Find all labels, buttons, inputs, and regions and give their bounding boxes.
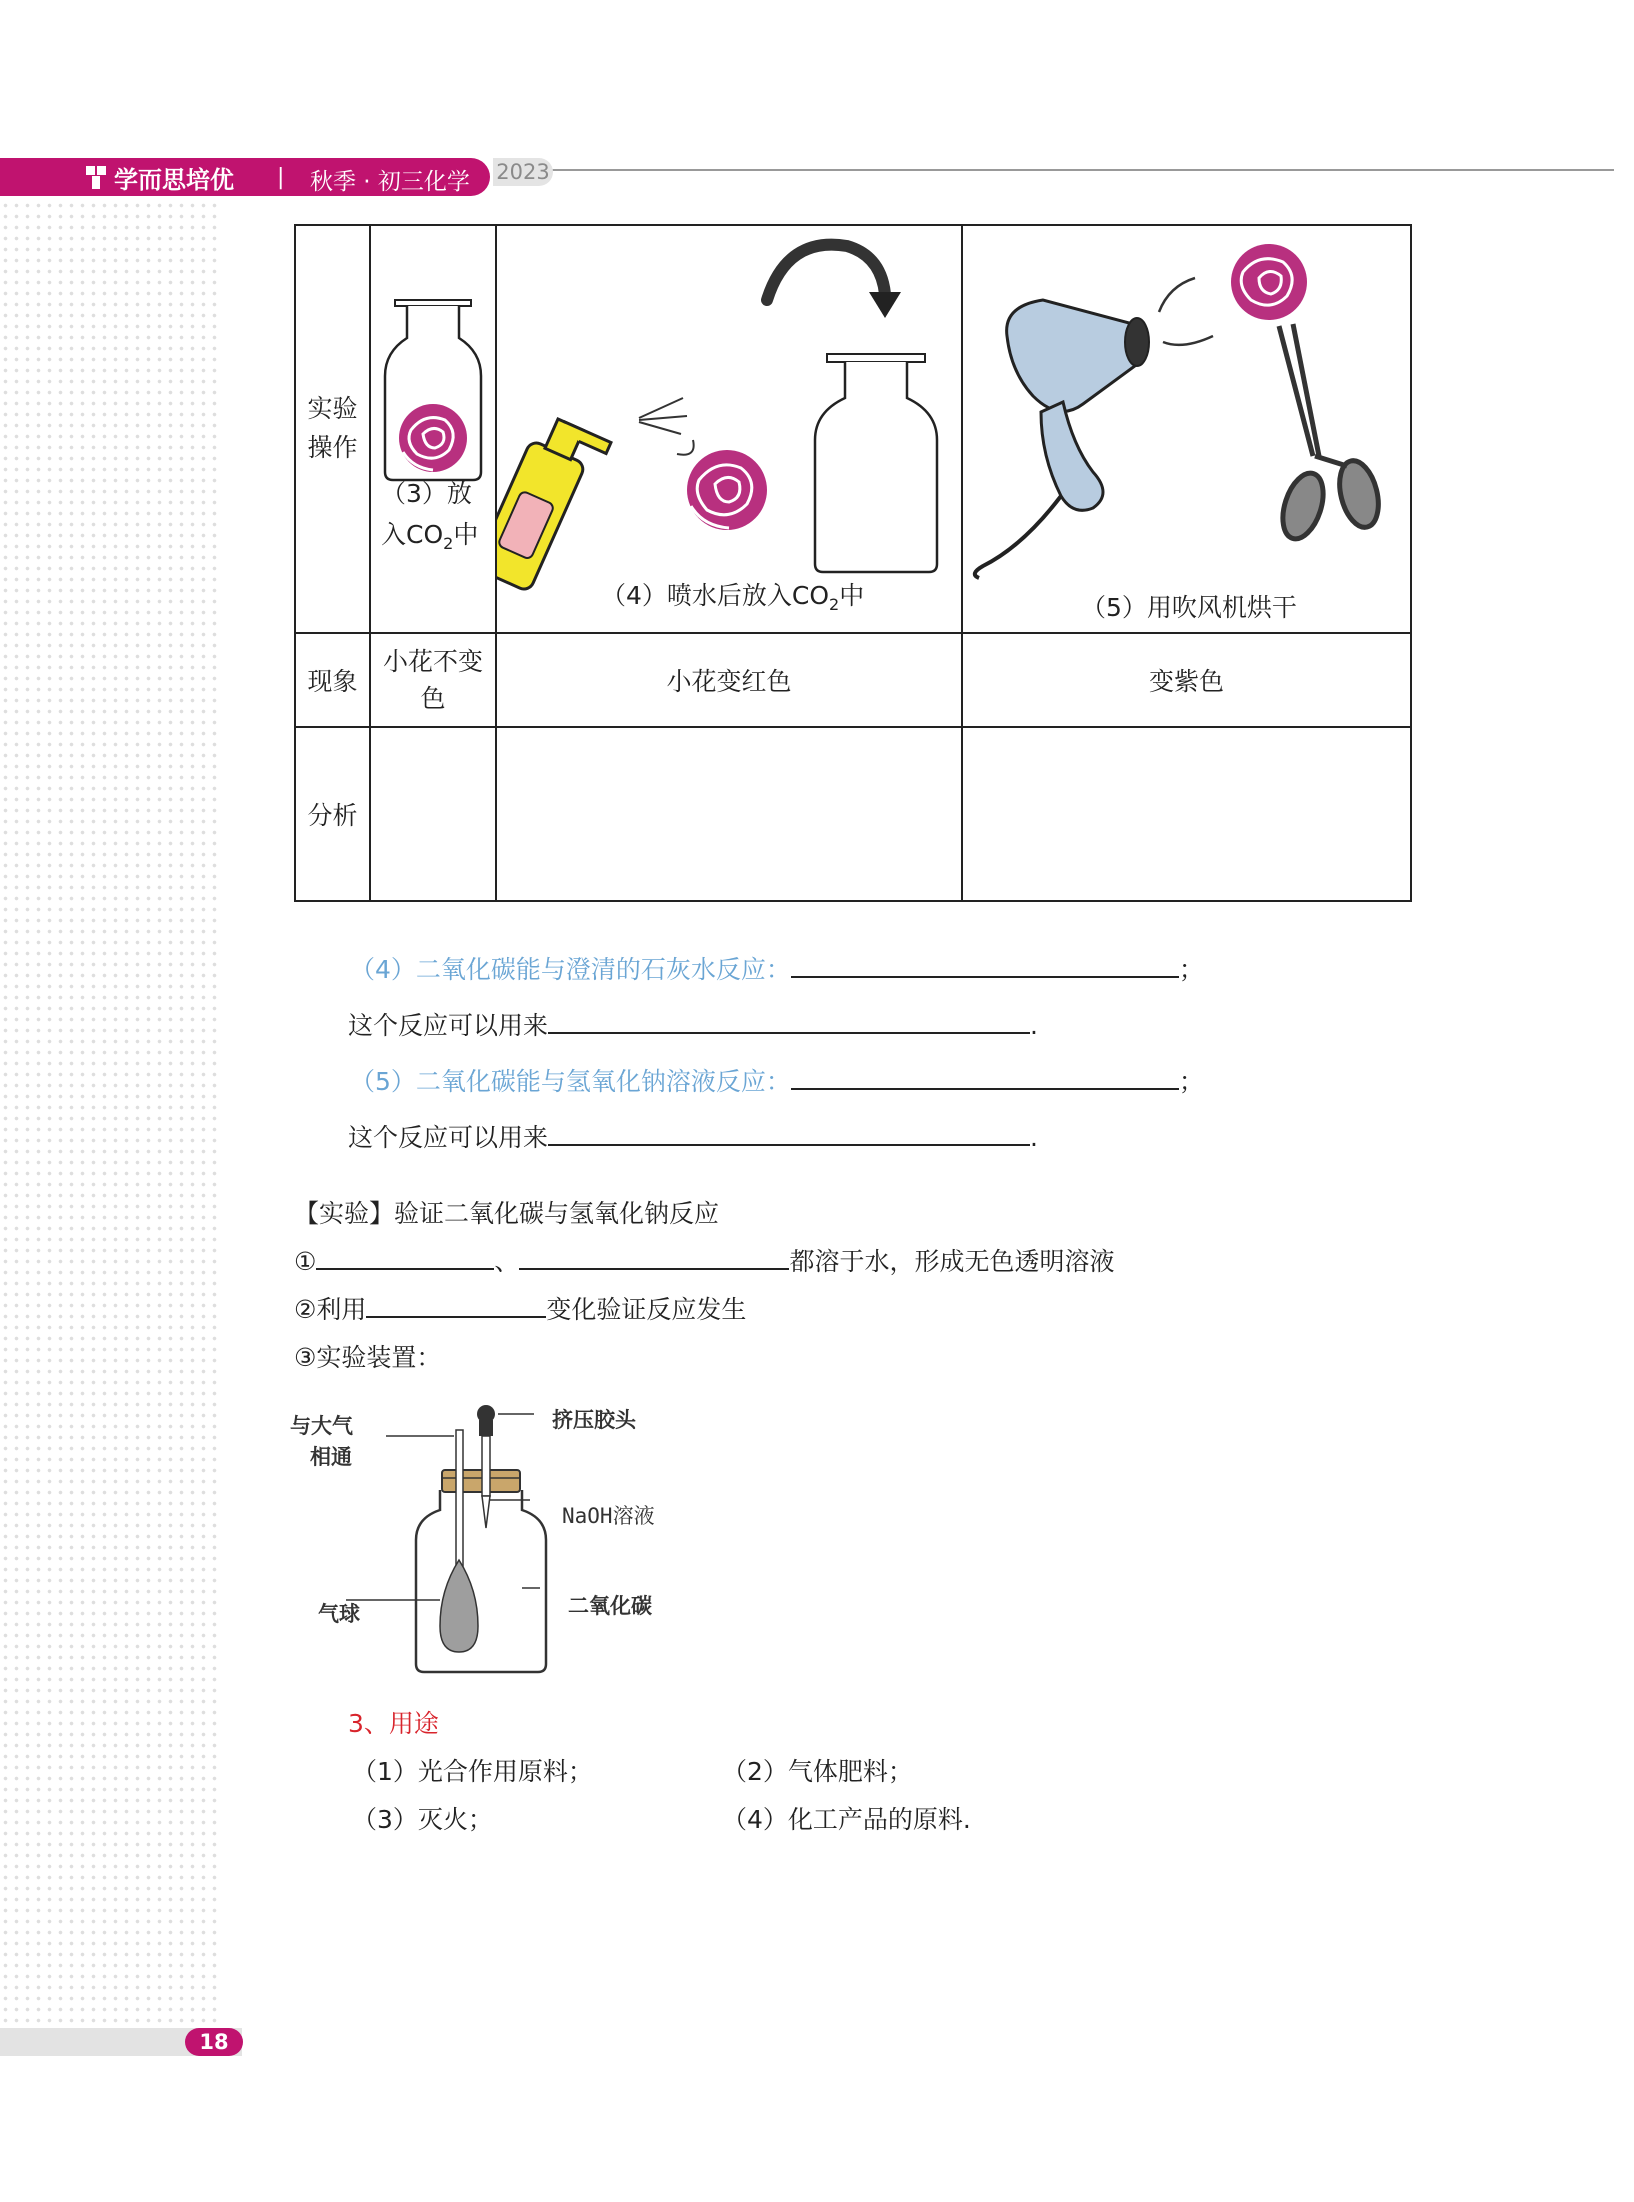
phenomenon-4: 小花变红色 — [496, 633, 962, 727]
analysis-3[interactable] — [370, 727, 496, 901]
curved-arrow-icon — [767, 245, 885, 300]
label-air: 与大气 — [290, 1414, 353, 1438]
label-squeeze: 挤压胶头 — [552, 1408, 636, 1432]
experiment-item-1: ① 、 都溶于水，形成无色透明溶液 — [294, 1247, 1115, 1276]
rose-icon — [1231, 244, 1307, 320]
phenomenon-3: 小花不变色 — [370, 633, 496, 727]
cell-operation-3 — [370, 225, 496, 633]
row-label-analysis: 分析 — [295, 727, 370, 901]
jar-icon — [416, 1490, 546, 1672]
hair-dryer-illustration — [963, 226, 1410, 632]
stopper-icon — [442, 1470, 520, 1492]
caption-5: （5）用吹风机烘干 — [1081, 593, 1297, 622]
brand-logo-icon — [84, 164, 108, 190]
header-separator: | — [277, 165, 285, 190]
label-air-2: 相通 — [310, 1445, 352, 1469]
use-item-1: （1）光合作用原料； — [352, 1757, 593, 1786]
air-tube-icon — [456, 1430, 463, 1566]
year-tag: 2023 — [493, 158, 553, 186]
apparatus-diagram — [290, 1400, 710, 1680]
header-rule — [550, 169, 1614, 171]
page-number: 18 — [185, 2028, 243, 2056]
analysis-5[interactable] — [962, 727, 1411, 901]
brand-name: 学而思培优 — [114, 165, 234, 194]
item1-blank-a[interactable] — [316, 1246, 494, 1270]
q5-use-line: 这个反应可以用来 . — [348, 1123, 1038, 1152]
hair-dryer-icon — [975, 300, 1149, 578]
row-label-operation: 实验操作 — [295, 225, 370, 633]
item1-blank-b[interactable] — [519, 1246, 789, 1270]
use-item-2: （2）气体肥料； — [722, 1757, 913, 1786]
experiment-item-3: ③实验装置： — [294, 1343, 442, 1372]
phenomenon-5: 变紫色 — [962, 633, 1411, 727]
use-item-3: （3）灭火； — [352, 1805, 493, 1834]
spray-bottle-icon — [497, 412, 611, 597]
tweezers-icon — [1275, 324, 1384, 544]
bottle-icon — [815, 362, 937, 572]
brand — [84, 162, 234, 192]
caption-3-line2: 入$CO_2$中 — [381, 520, 479, 553]
rose-icon — [687, 450, 767, 530]
experiment-title: 【实验】验证二氧化碳与氢氧化钠反应 — [294, 1199, 720, 1228]
uses-heading: 3、用途 — [348, 1709, 439, 1738]
label-balloon: 气球 — [318, 1602, 360, 1626]
caption-4: （4）喷水后放入$CO_2$中 — [601, 581, 865, 614]
spray-and-bottle-illustration — [497, 226, 961, 632]
label-naoh: NaOH溶液 — [562, 1504, 655, 1528]
use-item-4: （4）化工产品的原料. — [722, 1805, 971, 1834]
q5-equation-blank[interactable] — [791, 1066, 1179, 1090]
analysis-4[interactable] — [496, 727, 962, 901]
q5-line: （5）二氧化碳能与氢氧化钠溶液反应： ； — [350, 1067, 1204, 1096]
q4-line: （4）二氧化碳能与澄清的石灰水反应： ； — [350, 955, 1204, 984]
cell-operation-4 — [496, 225, 962, 633]
label-co2: 二氧化碳 — [568, 1594, 652, 1618]
experiment-item-2: ②利用 变化验证反应发生 — [294, 1295, 747, 1324]
rose-icon — [399, 404, 467, 472]
dotted-side-pattern — [0, 200, 218, 2030]
row-label-phenomenon: 现象 — [295, 633, 370, 727]
q4-use-blank[interactable] — [548, 1010, 1030, 1034]
caption-3-line1: （3）放 — [381, 479, 472, 508]
experiment-table — [294, 224, 1412, 902]
cell-operation-5 — [962, 225, 1411, 633]
q4-use-line: 这个反应可以用来 . — [348, 1011, 1038, 1040]
course-title: 秋季 · 初三化学 — [310, 169, 470, 195]
item2-blank[interactable] — [366, 1294, 546, 1318]
q4-equation-blank[interactable] — [791, 954, 1179, 978]
q5-use-blank[interactable] — [548, 1122, 1030, 1146]
bottle-with-rose-illustration — [371, 226, 495, 632]
